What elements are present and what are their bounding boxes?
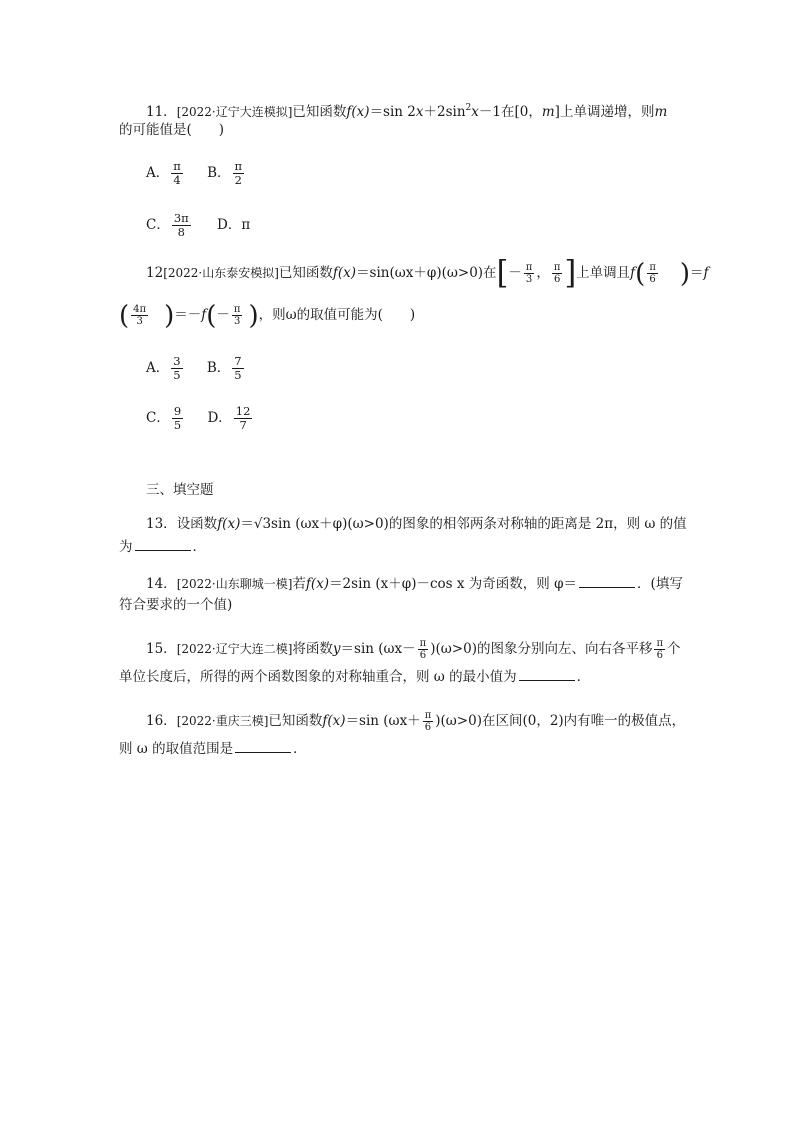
q11-text-a: 已知函数: [292, 104, 347, 120]
q13-number: 13．: [146, 516, 177, 532]
q13-text-b: ＝: [240, 516, 254, 532]
q15-answer-blank[interactable]: [519, 666, 575, 681]
q12-option-a[interactable]: [146, 355, 185, 382]
q16-text-b: ＝sin (ωx＋: [345, 713, 421, 729]
q11-option-d[interactable]: [217, 215, 250, 235]
q13-text-a: 设函数: [176, 516, 218, 532]
q12-i2-num: π: [553, 262, 561, 273]
q12-stem: [146, 254, 709, 292]
q15-shift-frac: [654, 638, 665, 661]
q11-option-d-label: D．: [217, 217, 242, 233]
q15-text-a: 将函数: [292, 641, 333, 657]
q11-option-c-frac: [172, 212, 191, 239]
q12-a1-num: π: [649, 262, 656, 273]
q15-line2: 单位长度后，所得的两个函数图象的对称轴重合，则 ω 的最小值为: [119, 669, 517, 685]
q12-arg3: [232, 304, 243, 327]
q12-eq2: ＝－: [174, 307, 202, 323]
q14-stem-line2: [119, 595, 232, 615]
q16-number: 16．: [146, 713, 177, 729]
q11-fx: f(x): [346, 104, 370, 120]
q14-line2: 符合要求的一个值): [119, 597, 233, 613]
q12-text-b: ＝sin(ωx＋φ)(ω>0)在: [356, 265, 497, 281]
q16-text-c: )(ω>0)在区间(0，2)内有唯一的极值点，: [435, 713, 686, 729]
q13-line2-end: ．: [192, 539, 206, 555]
q12-b-num: 7: [234, 354, 242, 368]
q11-c-den: 8: [172, 225, 191, 239]
q11-text-d: －1在[0，: [478, 104, 542, 120]
q11-option-a-frac: [171, 160, 183, 187]
q12-options-ab: [146, 355, 246, 382]
q16-stem: [146, 710, 685, 733]
q13-sqrt: √3: [253, 516, 272, 532]
q12-option-a-frac: [171, 355, 182, 382]
q12-option-c-frac: [172, 405, 183, 432]
q15-y: y: [332, 641, 341, 657]
q12-a1-den: 6: [647, 273, 658, 285]
q15-g-num: π: [656, 638, 664, 649]
q12-eq1: ＝: [690, 265, 704, 281]
q12-option-d-frac: [234, 405, 253, 432]
q12-lp1: (: [635, 258, 646, 289]
q11-option-d-value: π: [241, 217, 251, 233]
q12-c-den: 5: [173, 418, 182, 432]
q16-text-a: 已知函数: [268, 713, 323, 729]
q15-text-d: 个: [667, 641, 681, 657]
q12-a3-num: π: [233, 304, 241, 315]
q12-fx: f(x): [332, 265, 357, 281]
q12-options-cd: [146, 405, 254, 432]
q11-text-b: ＝sin 2: [369, 104, 416, 120]
q12-a2-num: 4π: [133, 304, 147, 315]
q11-c-num: 3π: [173, 211, 189, 225]
q12-f3: f: [201, 307, 207, 323]
q11-stem-line2: [119, 120, 224, 140]
q12-f1: f: [630, 265, 636, 281]
q14-number: 14．: [146, 576, 177, 592]
q12-a2-den: 3: [131, 315, 148, 327]
q14-text-b: ＝2sin (x＋φ)－cos x 为奇函数，则 φ＝: [329, 576, 578, 592]
q11-m1: m: [541, 104, 555, 120]
q11-option-b-frac: [233, 160, 245, 187]
q12-number: 12: [146, 265, 164, 281]
q12-interval-right: [552, 262, 563, 285]
q13-stem-line2: [119, 536, 206, 557]
q12-option-b-frac: [232, 355, 243, 382]
q11-text-e: ]上单调递增，则: [554, 104, 655, 120]
q12-option-c-label: C．: [146, 410, 170, 426]
q16-fx: f(x): [322, 713, 346, 729]
q12-option-a-label: A．: [146, 360, 170, 376]
q12-option-d-label: D．: [207, 410, 232, 426]
q11-option-a-label: A．: [146, 165, 170, 181]
q12-comma: ，: [536, 265, 550, 281]
q16-line2-end: ．: [293, 741, 307, 757]
q15-text-b: ＝sin (ωx－: [340, 641, 416, 657]
q11-options-cd: [146, 212, 250, 239]
q15-g-den: 6: [654, 649, 665, 661]
q11-stem: [146, 98, 667, 122]
q16-f-den: 6: [423, 721, 434, 733]
q16-stem-line2: [119, 738, 307, 759]
q12-rp2: ): [164, 300, 175, 331]
q12-i2-den: 6: [552, 273, 563, 285]
q11-option-b[interactable]: [207, 160, 246, 187]
q11-option-a[interactable]: [146, 160, 185, 187]
q15-phase-frac: [418, 638, 429, 661]
q14-stem: [146, 573, 683, 594]
q11-source: [2022·辽宁大连模拟]: [176, 105, 293, 119]
q16-answer-blank[interactable]: [235, 738, 291, 753]
q14-source: [2022·山东聊城一模]: [176, 577, 293, 591]
q11-a-den: 4: [171, 173, 183, 187]
q12-option-c[interactable]: [146, 405, 185, 432]
q12-a3-den: 3: [232, 315, 243, 327]
q11-sup: 2: [465, 103, 472, 113]
q13-line2: 为: [119, 539, 133, 555]
q11-b-num: π: [234, 159, 243, 173]
q11-b-den: 2: [233, 173, 245, 187]
q15-line2-end: ．: [576, 669, 591, 685]
section-heading: [146, 480, 214, 500]
q11-line2: 的可能值是( ): [119, 122, 225, 138]
q15-f-num: π: [419, 638, 427, 649]
q16-source: [2022·重庆三模]: [176, 714, 269, 728]
q12-interval-left: [524, 262, 535, 285]
q16-f-num: π: [424, 710, 432, 721]
q15-number: 15．: [146, 641, 177, 657]
q12-i1-sign: －: [508, 265, 522, 281]
q13-fx: f(x): [217, 516, 241, 532]
q12-source: [2022·山东泰安模拟]: [163, 266, 279, 280]
q12-option-d[interactable]: [207, 405, 254, 432]
q12-option-b[interactable]: [207, 355, 246, 382]
q11-x2: x: [471, 104, 479, 120]
q12-right-bracket: ]: [564, 254, 577, 292]
q12-rp3: ): [248, 300, 259, 331]
q16-phase-frac: [423, 710, 434, 733]
q12-text-d: ，则ω的取值可能为( ): [258, 307, 416, 323]
q12-lp2: (: [119, 300, 130, 331]
q12-option-b-label: B．: [206, 360, 231, 376]
q12-stem-line2: [119, 300, 416, 331]
q16-line2: 则 ω 的取值范围是: [119, 741, 234, 757]
q14-text-c: ．(填写: [637, 576, 683, 592]
q12-arg1: [647, 262, 658, 285]
q11-text-c: ＋2sin: [423, 104, 466, 120]
q13-stem: [146, 514, 687, 534]
q12-i1-den: 3: [524, 273, 535, 285]
q12-text-a: 已知函数: [278, 265, 333, 281]
q11-option-c-label: C．: [146, 217, 170, 233]
q12-a3-sign: －: [216, 307, 230, 323]
q12-d-den: 7: [234, 418, 253, 432]
q15-source: [2022·辽宁大连二模]: [176, 642, 293, 656]
q12-f2: f: [703, 265, 709, 281]
q15-stem: [146, 638, 681, 661]
q11-number: 11．: [146, 104, 177, 120]
q11-a-num: π: [173, 159, 181, 173]
q15-text-c: )(ω>0)的图象分别向左、向右各平移: [430, 641, 653, 657]
q12-arg2: [131, 304, 148, 327]
q12-a-num: 3: [173, 354, 181, 368]
q12-rp1: ): [679, 258, 691, 289]
q14-fx: f(x): [305, 576, 330, 592]
q12-lp3: (: [206, 300, 217, 331]
q12-left-bracket: [: [496, 254, 509, 292]
q14-answer-blank[interactable]: [579, 573, 635, 588]
q15-f-den: 6: [418, 649, 429, 661]
q13-answer-blank[interactable]: [135, 536, 191, 551]
q11-x1: x: [415, 104, 424, 120]
q12-c-num: 9: [173, 404, 182, 418]
q12-text-c: 上单调且: [576, 265, 631, 281]
q12-a-den: 5: [173, 368, 181, 382]
q12-i1-num: π: [525, 262, 533, 273]
q11-option-c[interactable]: [146, 212, 193, 239]
q11-option-b-label: B．: [207, 165, 231, 181]
q15-stem-line2: [119, 666, 590, 687]
section-title: 三、填空题: [146, 482, 214, 498]
q14-text-a: 若: [292, 576, 306, 592]
q11-options-ab: [146, 160, 246, 187]
q12-d-num: 12: [235, 404, 251, 418]
q13-text-c: sin (ωx＋φ)(ω>0)的图象的相邻两条对称轴的距离是 2π，则 ω 的值: [271, 516, 687, 532]
q11-m2: m: [654, 104, 668, 120]
q12-b-den: 5: [234, 368, 242, 382]
